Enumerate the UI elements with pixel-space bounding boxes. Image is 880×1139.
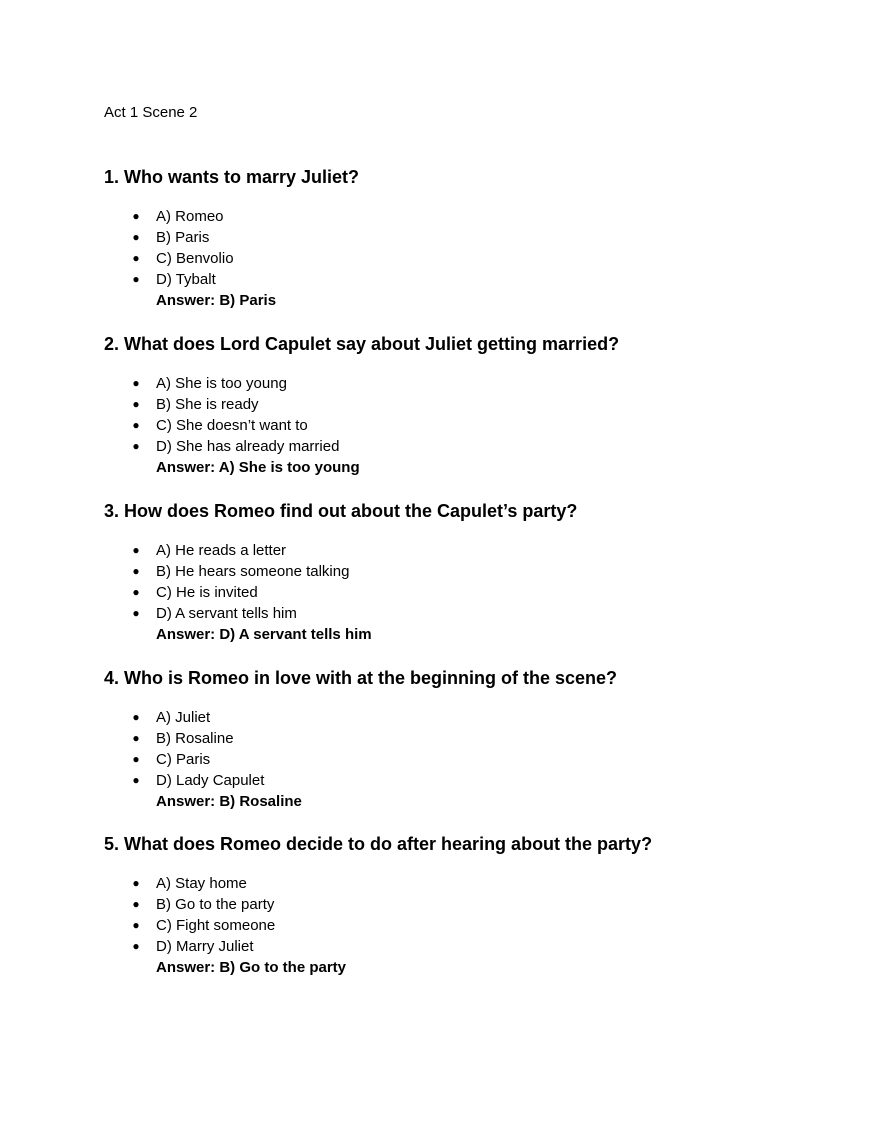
option-text: D) A servant tells him: [156, 605, 297, 622]
option-item: [104, 269, 844, 290]
bullet-icon: ●: [132, 939, 140, 953]
option-text: C) Paris: [156, 751, 211, 768]
bullet-icon: ●: [132, 773, 140, 787]
bullet-icon: ●: [132, 564, 140, 578]
option-item: [104, 770, 844, 791]
option-item: [104, 873, 844, 894]
option-item: [104, 749, 844, 770]
bullet-icon: ●: [132, 543, 140, 557]
option-text: B) She is ready: [156, 396, 259, 413]
bullet-icon: ●: [132, 606, 140, 620]
option-item: [104, 394, 844, 415]
option-item: [104, 936, 844, 957]
option-item: [104, 582, 844, 603]
option-text: C) He is invited: [156, 584, 258, 601]
question-heading: 2. What does Lord Capulet say about Juliet getting married?: [104, 334, 620, 354]
bullet-icon: ●: [132, 731, 140, 745]
option-text: C) Benvolio: [156, 250, 234, 267]
option-text: D) Lady Capulet: [156, 772, 265, 789]
option-item: [104, 415, 844, 436]
bullet-icon: ●: [132, 585, 140, 599]
option-list: [104, 873, 844, 957]
answer-text: Answer: B) Paris: [156, 292, 277, 309]
document-subtitle: Act 1 Scene 2: [104, 104, 198, 121]
option-item: [104, 248, 844, 269]
option-text: B) Rosaline: [156, 730, 234, 747]
option-item: [104, 915, 844, 936]
option-text: A) Juliet: [156, 709, 211, 726]
option-text: A) She is too young: [156, 375, 287, 392]
question-block: [104, 500, 844, 645]
option-item: [104, 728, 844, 749]
question-block: [104, 333, 844, 478]
option-text: D) She has already married: [156, 438, 340, 455]
option-item: [104, 373, 844, 394]
answer-text: Answer: B) Go to the party: [156, 959, 347, 976]
option-text: C) Fight someone: [156, 917, 276, 934]
bullet-icon: ●: [132, 230, 140, 244]
option-item: [104, 540, 844, 561]
answer-text: Answer: A) She is too young: [156, 459, 360, 476]
bullet-icon: ●: [132, 876, 140, 890]
option-list: [104, 707, 844, 791]
option-item: [104, 707, 844, 728]
question-block: [104, 667, 844, 812]
option-item: [104, 436, 844, 457]
bullet-icon: ●: [132, 397, 140, 411]
option-text: A) Stay home: [156, 875, 247, 892]
option-text: A) Romeo: [156, 208, 224, 225]
option-text: D) Tybalt: [156, 271, 216, 288]
question-heading: 1. Who wants to marry Juliet?: [104, 167, 360, 187]
bullet-icon: ●: [132, 376, 140, 390]
option-text: B) Paris: [156, 229, 210, 246]
question-block: [104, 833, 844, 978]
bullet-icon: ●: [132, 918, 140, 932]
bullet-icon: ●: [132, 272, 140, 286]
answer-text: Answer: B) Rosaline: [156, 793, 302, 810]
option-list: [104, 373, 844, 457]
option-list: [104, 206, 844, 290]
option-list: [104, 540, 844, 624]
option-item: [104, 561, 844, 582]
bullet-icon: ●: [132, 752, 140, 766]
question-block: [104, 166, 844, 311]
option-item: [104, 227, 844, 248]
bullet-icon: ●: [132, 439, 140, 453]
question-heading: 3. How does Romeo find out about the Capulet’s party?: [104, 501, 578, 521]
bullet-icon: ●: [132, 418, 140, 432]
bullet-icon: ●: [132, 209, 140, 223]
option-text: D) Marry Juliet: [156, 938, 254, 955]
question-heading: 5. What does Romeo decide to do after hearing about the party?: [104, 834, 653, 854]
option-text: B) Go to the party: [156, 896, 275, 913]
option-item: [104, 206, 844, 227]
bullet-icon: ●: [132, 897, 140, 911]
option-text: A) He reads a letter: [156, 542, 287, 559]
answer-text: Answer: D) A servant tells him: [156, 626, 372, 643]
option-text: C) She doesn’t want to: [156, 417, 308, 434]
question-heading: 4. Who is Romeo in love with at the beginning of the scene?: [104, 668, 618, 688]
bullet-icon: ●: [132, 710, 140, 724]
bullet-icon: ●: [132, 251, 140, 265]
option-item: [104, 894, 844, 915]
option-text: B) He hears someone talking: [156, 563, 350, 580]
option-item: [104, 603, 844, 624]
